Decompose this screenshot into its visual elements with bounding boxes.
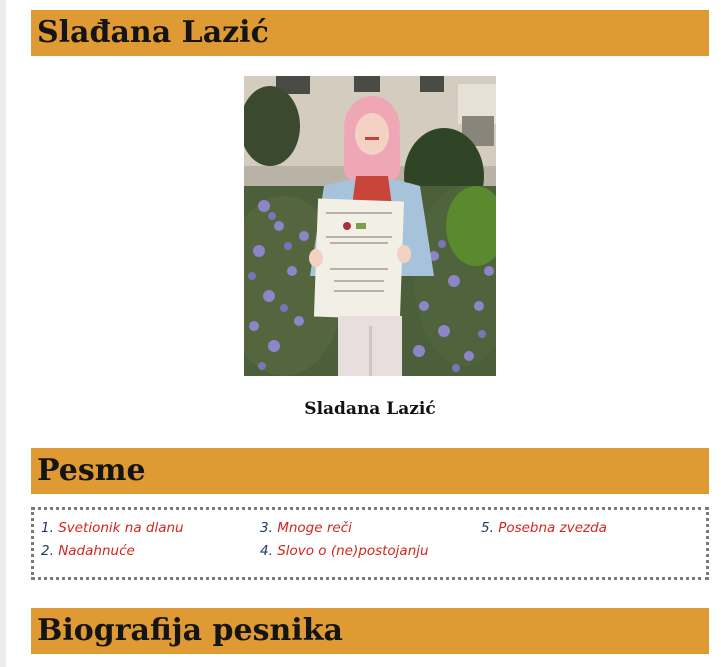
poem-number: 2. bbox=[41, 543, 54, 559]
list-item bbox=[481, 519, 607, 537]
list-item bbox=[41, 542, 135, 560]
biography-heading: Biografija pesnika bbox=[31, 608, 709, 654]
poet-photo bbox=[244, 76, 496, 376]
poem-link[interactable]: Nadahnuće bbox=[58, 543, 135, 559]
list-item bbox=[260, 542, 429, 560]
poem-number: 4. bbox=[260, 543, 273, 559]
left-scroll-rail bbox=[0, 0, 6, 667]
poems-heading: Pesme bbox=[31, 448, 709, 494]
list-item bbox=[41, 519, 184, 537]
poem-number: 5. bbox=[481, 520, 494, 536]
poem-link[interactable]: Posebna zvezda bbox=[498, 520, 607, 536]
photo-caption: Sladana Lazić bbox=[304, 399, 436, 419]
poems-list bbox=[31, 507, 709, 580]
list-item bbox=[260, 519, 352, 537]
page-title: Slađana Lazić bbox=[31, 10, 709, 56]
poem-link[interactable]: Slovo o (ne)postojanju bbox=[277, 543, 429, 559]
poem-link[interactable]: Mnoge reči bbox=[277, 520, 352, 536]
poem-number: 3. bbox=[260, 520, 273, 536]
poem-number: 1. bbox=[41, 520, 54, 536]
poem-link[interactable]: Svetionik na dlanu bbox=[58, 520, 184, 536]
